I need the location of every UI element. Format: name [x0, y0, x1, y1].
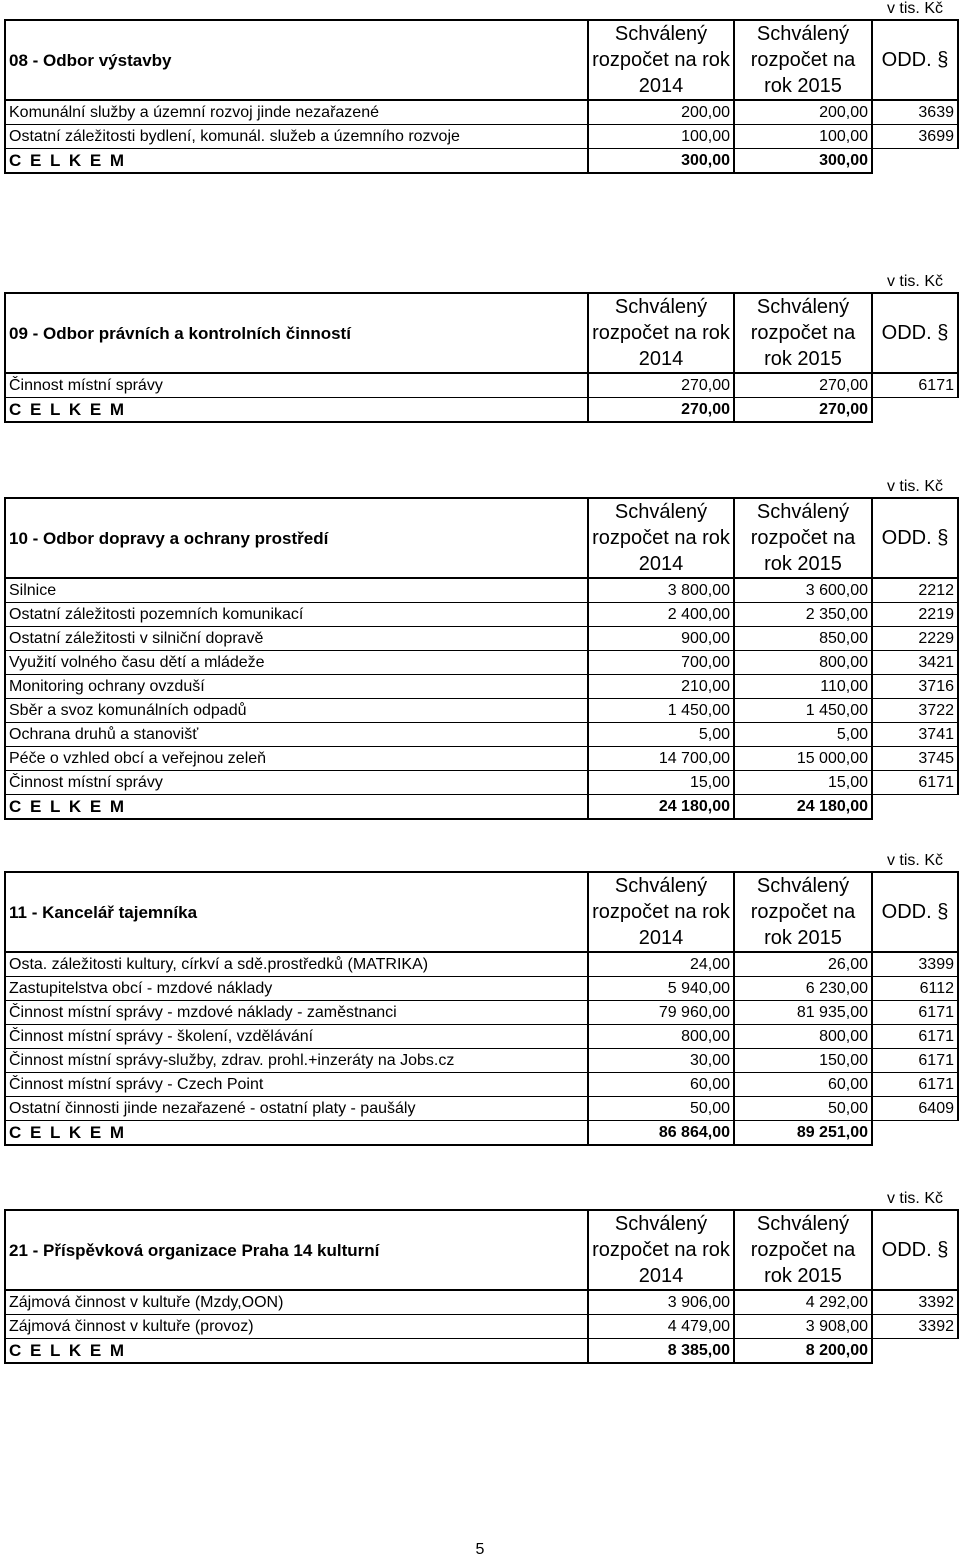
row-odd: 3699	[872, 125, 958, 149]
table-row	[5, 977, 958, 1001]
row-value-2015: 50,00	[734, 1097, 872, 1121]
row-odd: 2229	[872, 627, 958, 651]
budget-table-09	[4, 292, 959, 423]
row-name: Monitoring ochrany ovzduší	[5, 675, 588, 699]
row-value-2014: 900,00	[588, 627, 734, 651]
table-header	[5, 293, 958, 373]
section-title: 09 - Odbor právních a kontrolních činností	[5, 293, 588, 373]
total-label: C E L K E M	[5, 1121, 588, 1146]
row-name: Činnost místní správy	[5, 771, 588, 795]
table-row	[5, 1025, 958, 1049]
row-value-2015: 4 292,00	[734, 1290, 872, 1315]
total-2015: 24 180,00	[734, 795, 872, 820]
total-row	[5, 1121, 958, 1146]
row-name: Ochrana druhů a stanovišť	[5, 723, 588, 747]
row-value-2015: 1 450,00	[734, 699, 872, 723]
row-value-2014: 5,00	[588, 723, 734, 747]
row-odd: 6171	[872, 373, 958, 398]
total-label: C E L K E M	[5, 795, 588, 820]
row-name: Silnice	[5, 578, 588, 603]
row-value-2014: 1 450,00	[588, 699, 734, 723]
row-odd: 2219	[872, 603, 958, 627]
row-name: Ostatní záležitosti bydlení, komunál. služeb a územního rozvoje	[5, 125, 588, 149]
row-name: Činnost místní správy-služby, zdrav. prohl.+inzeráty na Jobs.cz	[5, 1049, 588, 1073]
row-value-2015: 200,00	[734, 100, 872, 125]
row-value-2014: 14 700,00	[588, 747, 734, 771]
row-name: Činnost místní správy - mzdové náklady - zaměstnanci	[5, 1001, 588, 1025]
row-name: Zájmová činnost v kultuře (Mzdy,OON)	[5, 1290, 588, 1315]
row-value-2015: 850,00	[734, 627, 872, 651]
table-row	[5, 675, 958, 699]
row-odd: 3741	[872, 723, 958, 747]
table-row	[5, 747, 958, 771]
row-name: Zájmová činnost v kultuře (provoz)	[5, 1315, 588, 1339]
header-budget-2015: Schválený rozpočet na rok 2015	[734, 20, 872, 100]
page-number: 5	[475, 1541, 485, 1558]
row-value-2014: 2 400,00	[588, 603, 734, 627]
total-row	[5, 398, 958, 423]
budget-table-10	[4, 497, 959, 820]
row-value-2014: 24,00	[588, 952, 734, 977]
row-odd: 6171	[872, 1049, 958, 1073]
table-row	[5, 373, 958, 398]
section-title: 11 - Kancelář tajemníka	[5, 872, 588, 952]
row-value-2015: 6 230,00	[734, 977, 872, 1001]
section-title: 21 - Příspěvková organizace Praha 14 kulturní	[5, 1210, 588, 1290]
table-row	[5, 627, 958, 651]
table-row	[5, 1073, 958, 1097]
table-row	[5, 699, 958, 723]
unit-label: v tis. Kč	[886, 1190, 943, 1207]
row-value-2015: 110,00	[734, 675, 872, 699]
row-odd: 3722	[872, 699, 958, 723]
table-row	[5, 1001, 958, 1025]
unit-label: v tis. Kč	[886, 852, 943, 869]
total-row	[5, 795, 958, 820]
row-odd: 3421	[872, 651, 958, 675]
row-name: Činnost místní správy	[5, 373, 588, 398]
row-value-2015: 100,00	[734, 125, 872, 149]
total-2014: 270,00	[588, 398, 734, 423]
budget-table-08	[4, 19, 959, 174]
row-name: Využití volného času dětí a mládeže	[5, 651, 588, 675]
row-value-2015: 5,00	[734, 723, 872, 747]
table-row	[5, 603, 958, 627]
row-name: Ostatní záležitosti pozemních komunikací	[5, 603, 588, 627]
row-odd: 6171	[872, 1073, 958, 1097]
total-2014: 300,00	[588, 149, 734, 174]
total-2014: 86 864,00	[588, 1121, 734, 1146]
row-value-2015: 270,00	[734, 373, 872, 398]
row-value-2015: 2 350,00	[734, 603, 872, 627]
table-row	[5, 1290, 958, 1315]
row-odd: 3716	[872, 675, 958, 699]
header-budget-2014: Schválený rozpočet na rok 2014	[588, 872, 734, 952]
row-value-2014: 60,00	[588, 1073, 734, 1097]
row-value-2014: 30,00	[588, 1049, 734, 1073]
header-budget-2014: Schválený rozpočet na rok 2014	[588, 20, 734, 100]
budget-table-21	[4, 1209, 959, 1364]
row-name: Komunální služby a územní rozvoj jinde nezařazené	[5, 100, 588, 125]
unit-label: v tis. Kč	[886, 0, 943, 17]
row-value-2014: 210,00	[588, 675, 734, 699]
table-row	[5, 1315, 958, 1339]
header-budget-2015: Schválený rozpočet na rok 2015	[734, 293, 872, 373]
row-value-2014: 50,00	[588, 1097, 734, 1121]
table-row	[5, 651, 958, 675]
budget-table-11	[4, 871, 959, 1146]
header-budget-2015: Schválený rozpočet na rok 2015	[734, 1210, 872, 1290]
header-budget-2015: Schválený rozpočet na rok 2015	[734, 498, 872, 578]
header-odd: ODD. §	[872, 498, 958, 578]
row-odd: 3745	[872, 747, 958, 771]
total-2014: 8 385,00	[588, 1339, 734, 1364]
row-value-2015: 150,00	[734, 1049, 872, 1073]
row-value-2015: 15,00	[734, 771, 872, 795]
row-value-2015: 800,00	[734, 651, 872, 675]
table-row	[5, 771, 958, 795]
table-row	[5, 952, 958, 977]
row-value-2015: 15 000,00	[734, 747, 872, 771]
row-value-2014: 79 960,00	[588, 1001, 734, 1025]
row-value-2014: 100,00	[588, 125, 734, 149]
header-odd: ODD. §	[872, 1210, 958, 1290]
row-value-2014: 800,00	[588, 1025, 734, 1049]
total-label: C E L K E M	[5, 398, 588, 423]
row-name: Ostatní činnosti jinde nezařazené - ostatní platy - paušály	[5, 1097, 588, 1121]
row-odd: 6409	[872, 1097, 958, 1121]
row-value-2015: 800,00	[734, 1025, 872, 1049]
table-header	[5, 20, 958, 100]
row-odd: 6171	[872, 771, 958, 795]
header-budget-2015: Schválený rozpočet na rok 2015	[734, 872, 872, 952]
table-row	[5, 578, 958, 603]
row-value-2014: 15,00	[588, 771, 734, 795]
row-name: Péče o vzhled obcí a veřejnou zeleň	[5, 747, 588, 771]
row-odd: 3399	[872, 952, 958, 977]
total-2015: 300,00	[734, 149, 872, 174]
row-value-2015: 3 600,00	[734, 578, 872, 603]
total-label: C E L K E M	[5, 1339, 588, 1364]
row-name: Činnost místní správy - školení, vzdělávání	[5, 1025, 588, 1049]
total-2014: 24 180,00	[588, 795, 734, 820]
row-value-2014: 4 479,00	[588, 1315, 734, 1339]
row-name: Sběr a svoz komunálních odpadů	[5, 699, 588, 723]
row-name: Osta. záležitosti kultury, církví a sdě.prostředků (MATRIKA)	[5, 952, 588, 977]
header-budget-2014: Schválený rozpočet na rok 2014	[588, 498, 734, 578]
unit-label: v tis. Kč	[886, 273, 943, 290]
row-value-2015: 81 935,00	[734, 1001, 872, 1025]
section-title: 08 - Odbor výstavby	[5, 20, 588, 100]
row-value-2015: 3 908,00	[734, 1315, 872, 1339]
table-header	[5, 872, 958, 952]
table-row	[5, 1097, 958, 1121]
row-value-2014: 5 940,00	[588, 977, 734, 1001]
table-row	[5, 100, 958, 125]
table-row	[5, 723, 958, 747]
row-value-2014: 3 800,00	[588, 578, 734, 603]
table-row	[5, 125, 958, 149]
row-value-2015: 26,00	[734, 952, 872, 977]
table-header	[5, 498, 958, 578]
header-budget-2014: Schválený rozpočet na rok 2014	[588, 293, 734, 373]
total-row	[5, 149, 958, 174]
total-2015: 8 200,00	[734, 1339, 872, 1364]
row-value-2014: 700,00	[588, 651, 734, 675]
header-budget-2014: Schválený rozpočet na rok 2014	[588, 1210, 734, 1290]
header-odd: ODD. §	[872, 872, 958, 952]
row-odd: 2212	[872, 578, 958, 603]
row-value-2015: 60,00	[734, 1073, 872, 1097]
header-odd: ODD. §	[872, 293, 958, 373]
row-name: Zastupitelstva obcí - mzdové náklady	[5, 977, 588, 1001]
row-value-2014: 270,00	[588, 373, 734, 398]
row-value-2014: 3 906,00	[588, 1290, 734, 1315]
row-odd: 6171	[872, 1025, 958, 1049]
total-2015: 270,00	[734, 398, 872, 423]
header-odd: ODD. §	[872, 20, 958, 100]
total-row	[5, 1339, 958, 1364]
row-odd: 3392	[872, 1290, 958, 1315]
row-name: Ostatní záležitosti v silniční dopravě	[5, 627, 588, 651]
total-2015: 89 251,00	[734, 1121, 872, 1146]
table-row	[5, 1049, 958, 1073]
row-odd: 3639	[872, 100, 958, 125]
table-header	[5, 1210, 958, 1290]
unit-label: v tis. Kč	[886, 478, 943, 495]
section-title: 10 - Odbor dopravy a ochrany prostředí	[5, 498, 588, 578]
row-odd: 6112	[872, 977, 958, 1001]
row-odd: 3392	[872, 1315, 958, 1339]
row-odd: 6171	[872, 1001, 958, 1025]
row-name: Činnost místní správy - Czech Point	[5, 1073, 588, 1097]
row-value-2014: 200,00	[588, 100, 734, 125]
total-label: C E L K E M	[5, 149, 588, 174]
